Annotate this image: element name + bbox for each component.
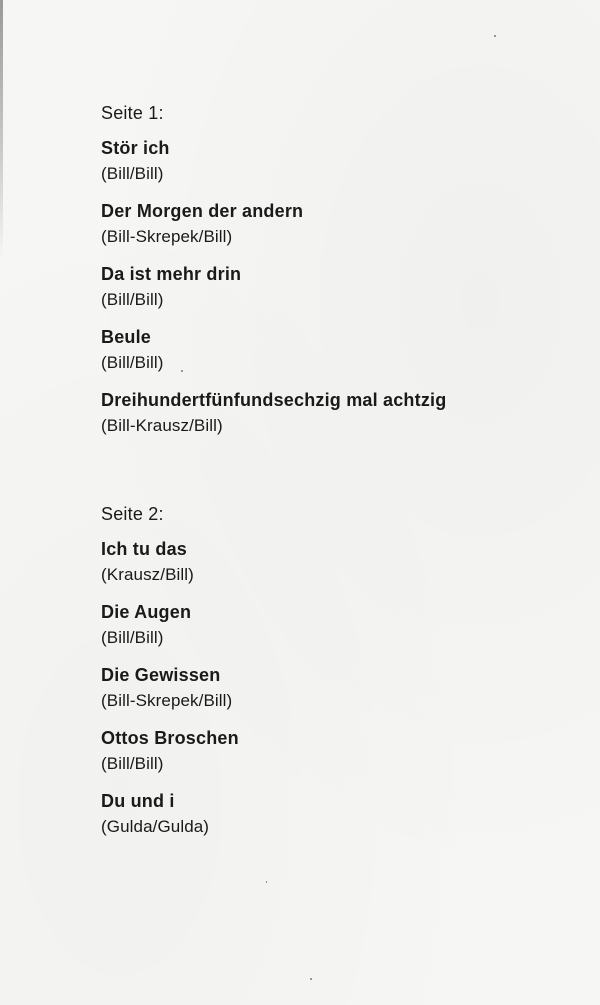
track-item <box>101 137 561 185</box>
track-credit: (Bill/Bill) <box>101 290 164 309</box>
track-credit: (Bill/Bill) <box>101 628 164 647</box>
track-title: Dreihundertfünfundsechzig mal achtzig <box>101 390 447 410</box>
page-edge-shadow <box>0 0 3 260</box>
track-title: Die Augen <box>101 602 192 622</box>
track-item <box>101 326 561 374</box>
track-credit: (Bill-Krausz/Bill) <box>101 416 223 435</box>
track-item <box>101 790 561 838</box>
track-title: Du und i <box>101 791 175 811</box>
track-title: Der Morgen der andern <box>101 201 304 221</box>
track-title: Stör ich <box>101 138 170 158</box>
track-title: Ottos Broschen <box>101 728 239 748</box>
track-credit: (Bill/Bill) <box>101 754 164 773</box>
track-item <box>101 601 561 649</box>
track-item <box>101 200 561 248</box>
track-credit: (Bill/Bill) <box>101 353 164 372</box>
track-title: Da ist mehr drin <box>101 264 242 284</box>
track-title: Beule <box>101 327 152 347</box>
side-1-section <box>101 102 561 452</box>
paper-speck <box>266 881 267 883</box>
track-credit: (Bill/Bill) <box>101 164 164 183</box>
track-item <box>101 538 561 586</box>
track-title: Die Gewissen <box>101 665 221 685</box>
side-2-section <box>101 503 561 853</box>
track-credit: (Bill-Skrepek/Bill) <box>101 227 233 246</box>
track-item <box>101 263 561 311</box>
side-1-heading: Seite 1: <box>101 103 164 123</box>
paper-speck <box>494 35 496 37</box>
track-title: Ich tu das <box>101 539 188 559</box>
track-item <box>101 664 561 712</box>
side-2-heading: Seite 2: <box>101 504 164 524</box>
track-credit: (Krausz/Bill) <box>101 565 194 584</box>
paper-speck <box>310 978 312 980</box>
track-item <box>101 727 561 775</box>
track-item <box>101 389 561 437</box>
track-credit: (Gulda/Gulda) <box>101 817 210 836</box>
track-credit: (Bill-Skrepek/Bill) <box>101 691 233 710</box>
